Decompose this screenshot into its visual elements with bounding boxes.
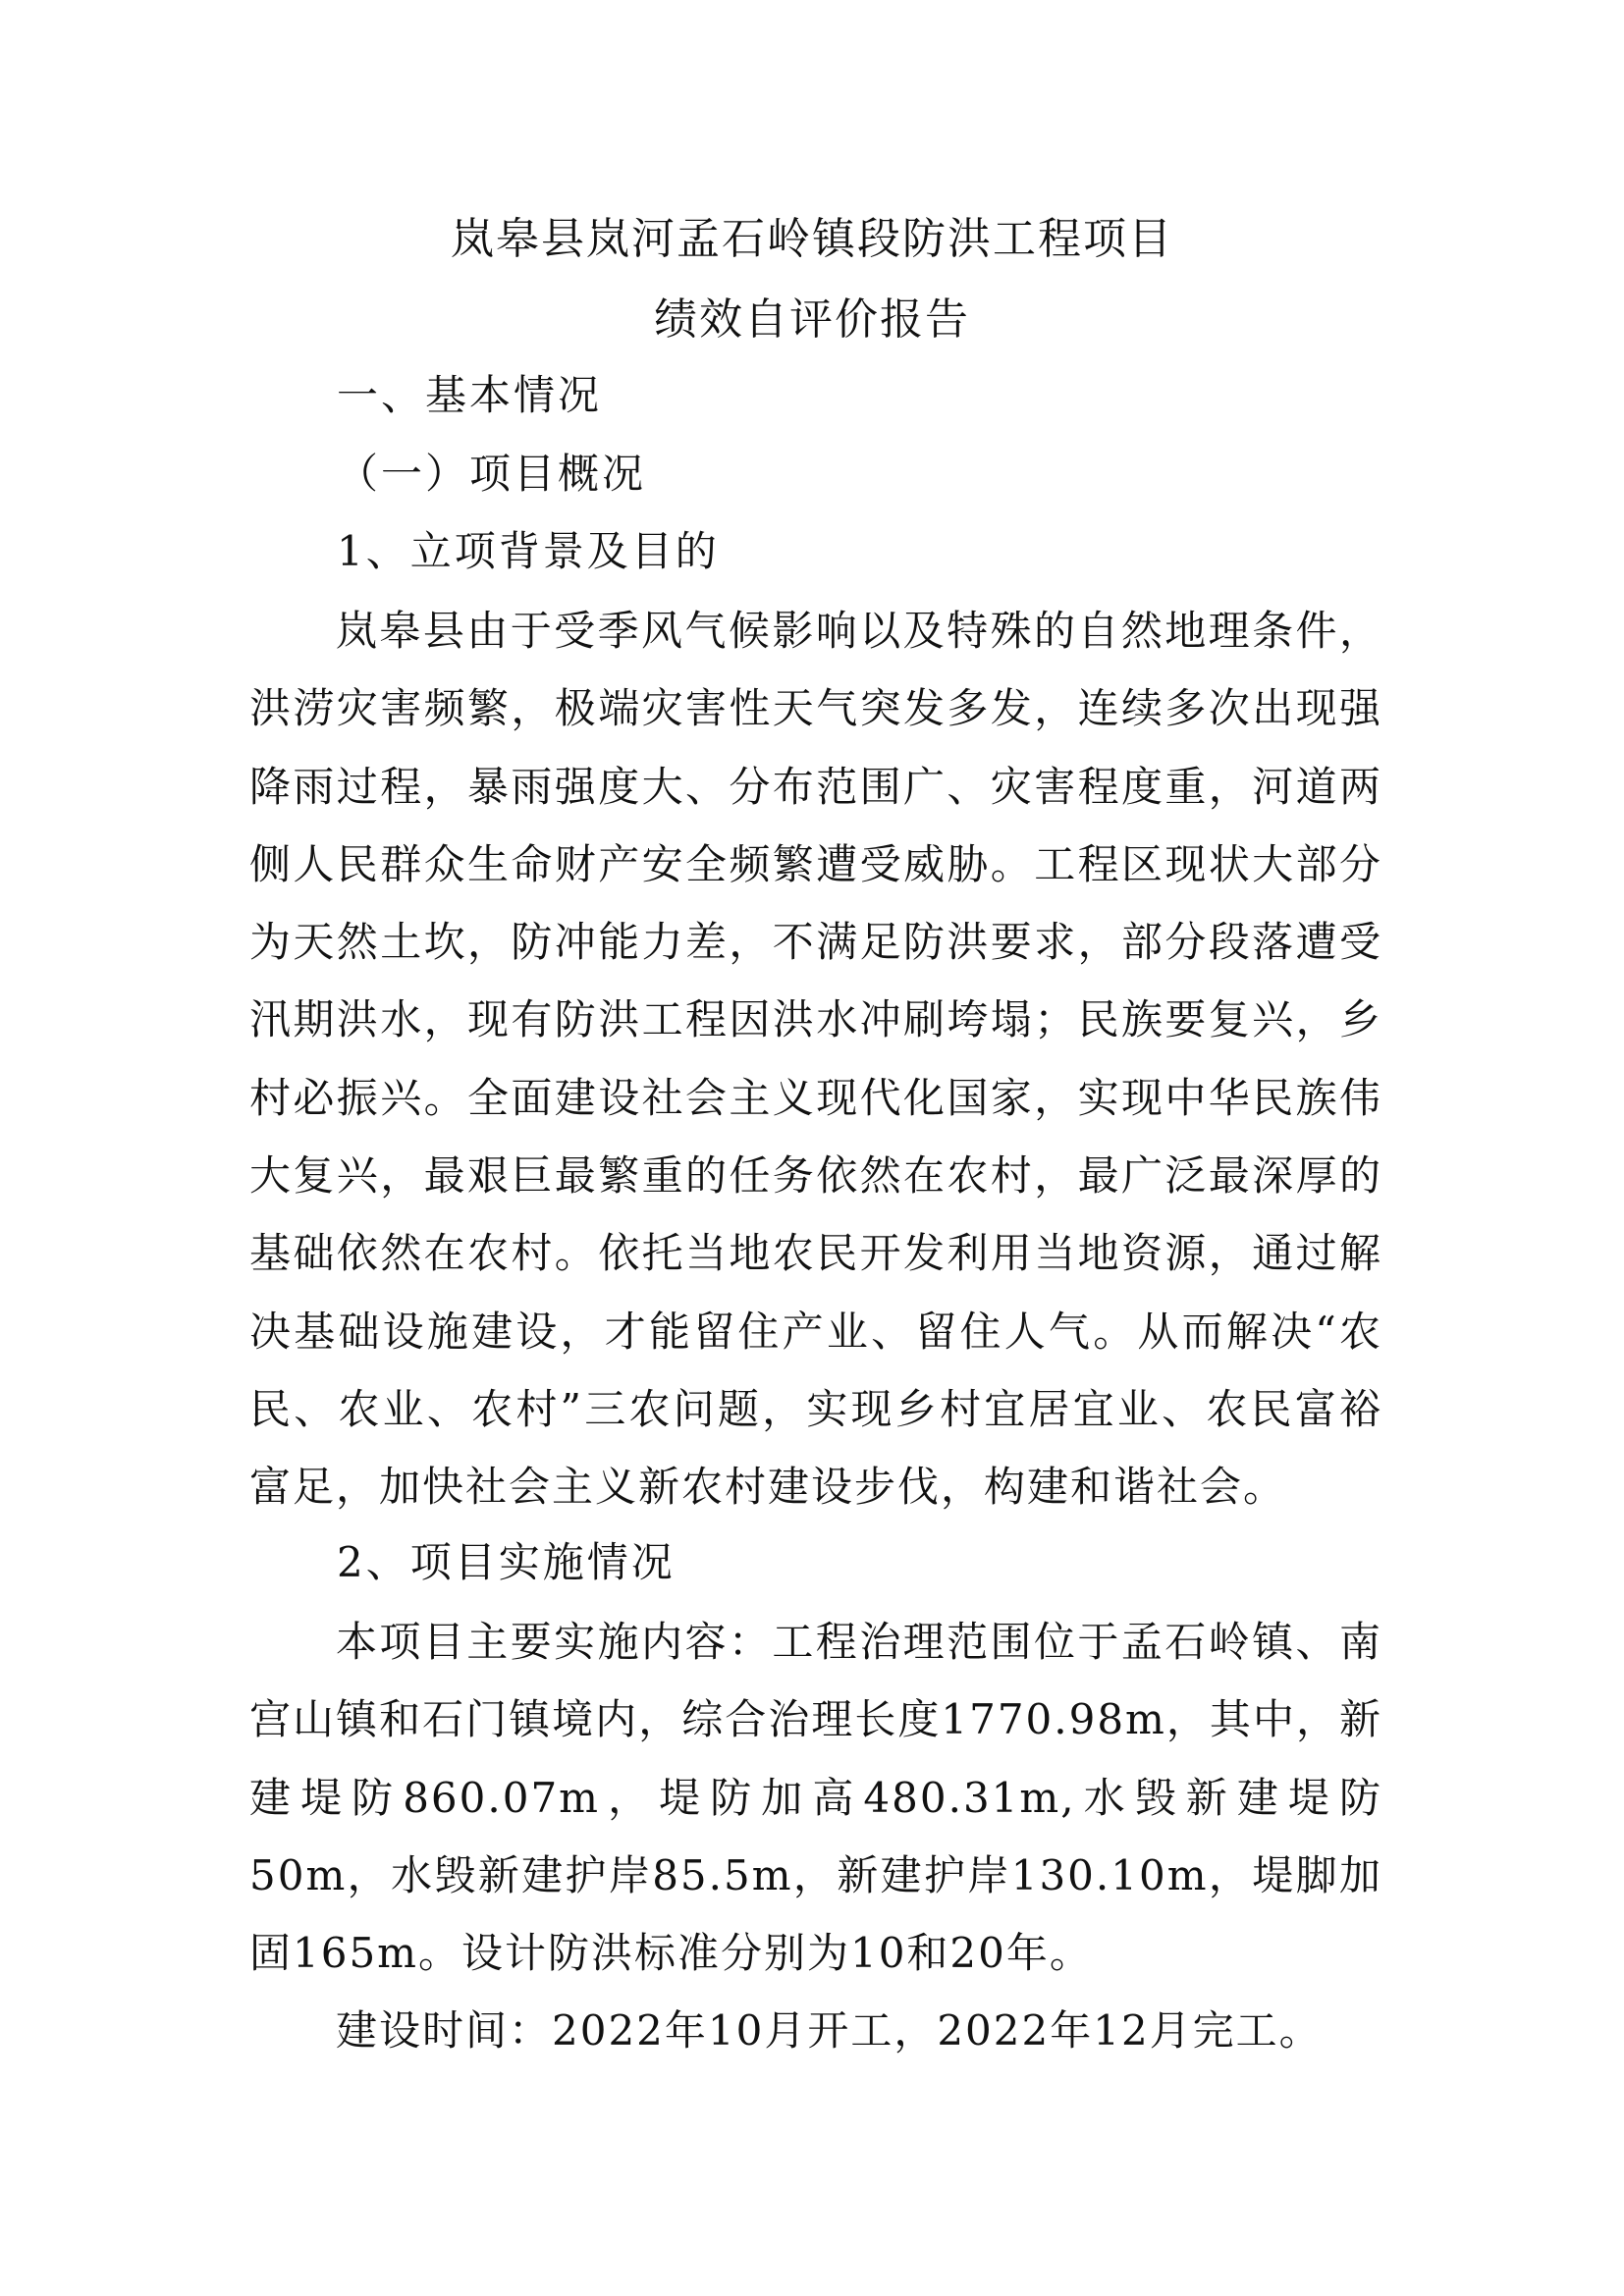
document-title-line-1: 岚皋县岚河孟石岭镇段防洪工程项目 <box>451 214 1173 264</box>
item-heading-background-purpose: 1、立项背景及目的 <box>337 527 720 575</box>
document-title-line-2: 绩效自评价报告 <box>654 294 970 345</box>
item-heading-implementation: 2、项目实施情况 <box>337 1538 676 1586</box>
paragraph-background: 岚皋县由于受季风气候影响以及特殊的自然地理条件，洪涝灾害频繁，极端灾害性天气突发多发，连续多次出现强降雨过程，暴雨强度大、分布范围广、灾害程度重，河道两侧人民群众生命财产安全频繁遭受威胁。工程区现状大部分为天然土坎，防冲能力差，不满足防洪要求，部分段落遭受汛期洪水，现有防洪工程因洪水冲刷垮塌；民族要复兴，乡村必振兴。全面建设社会主义现代化国家，实现中华民族伟大复兴，最艰巨最繁重的任务依然在农村，最广泛最深厚的基础依然在农村。依托当地农民开发利用当地资源，通过解决基础设施建设，才能留住产业、留住人气。从而解决“农民、农业、农村”三农问题，实现乡村宜居宜业、农民富裕富足，加快社会主义新农村建设步伐，构建和谐社会。 <box>249 607 1382 1512</box>
paragraph-implementation: 本项目主要实施内容：工程治理范围位于孟石岭镇、南宫山镇和石门镇境内，综合治理长度1770.98m，其中，新建堤防860.07m，堤防加高480.31m,水毁新建堤防50m，水毁新建护岸85.5m，新建护岸130.10m，堤脚加固165m。设计防洪标准分别为10和20年。 <box>249 1618 1382 1978</box>
section-heading-basic-situation: 一、基本情况 <box>337 371 603 419</box>
subsection-heading-project-overview: （一）项目概况 <box>337 450 647 498</box>
construction-time-line: 建设时间：2022年10月开工，2022年12月完工。 <box>336 2006 1323 2055</box>
